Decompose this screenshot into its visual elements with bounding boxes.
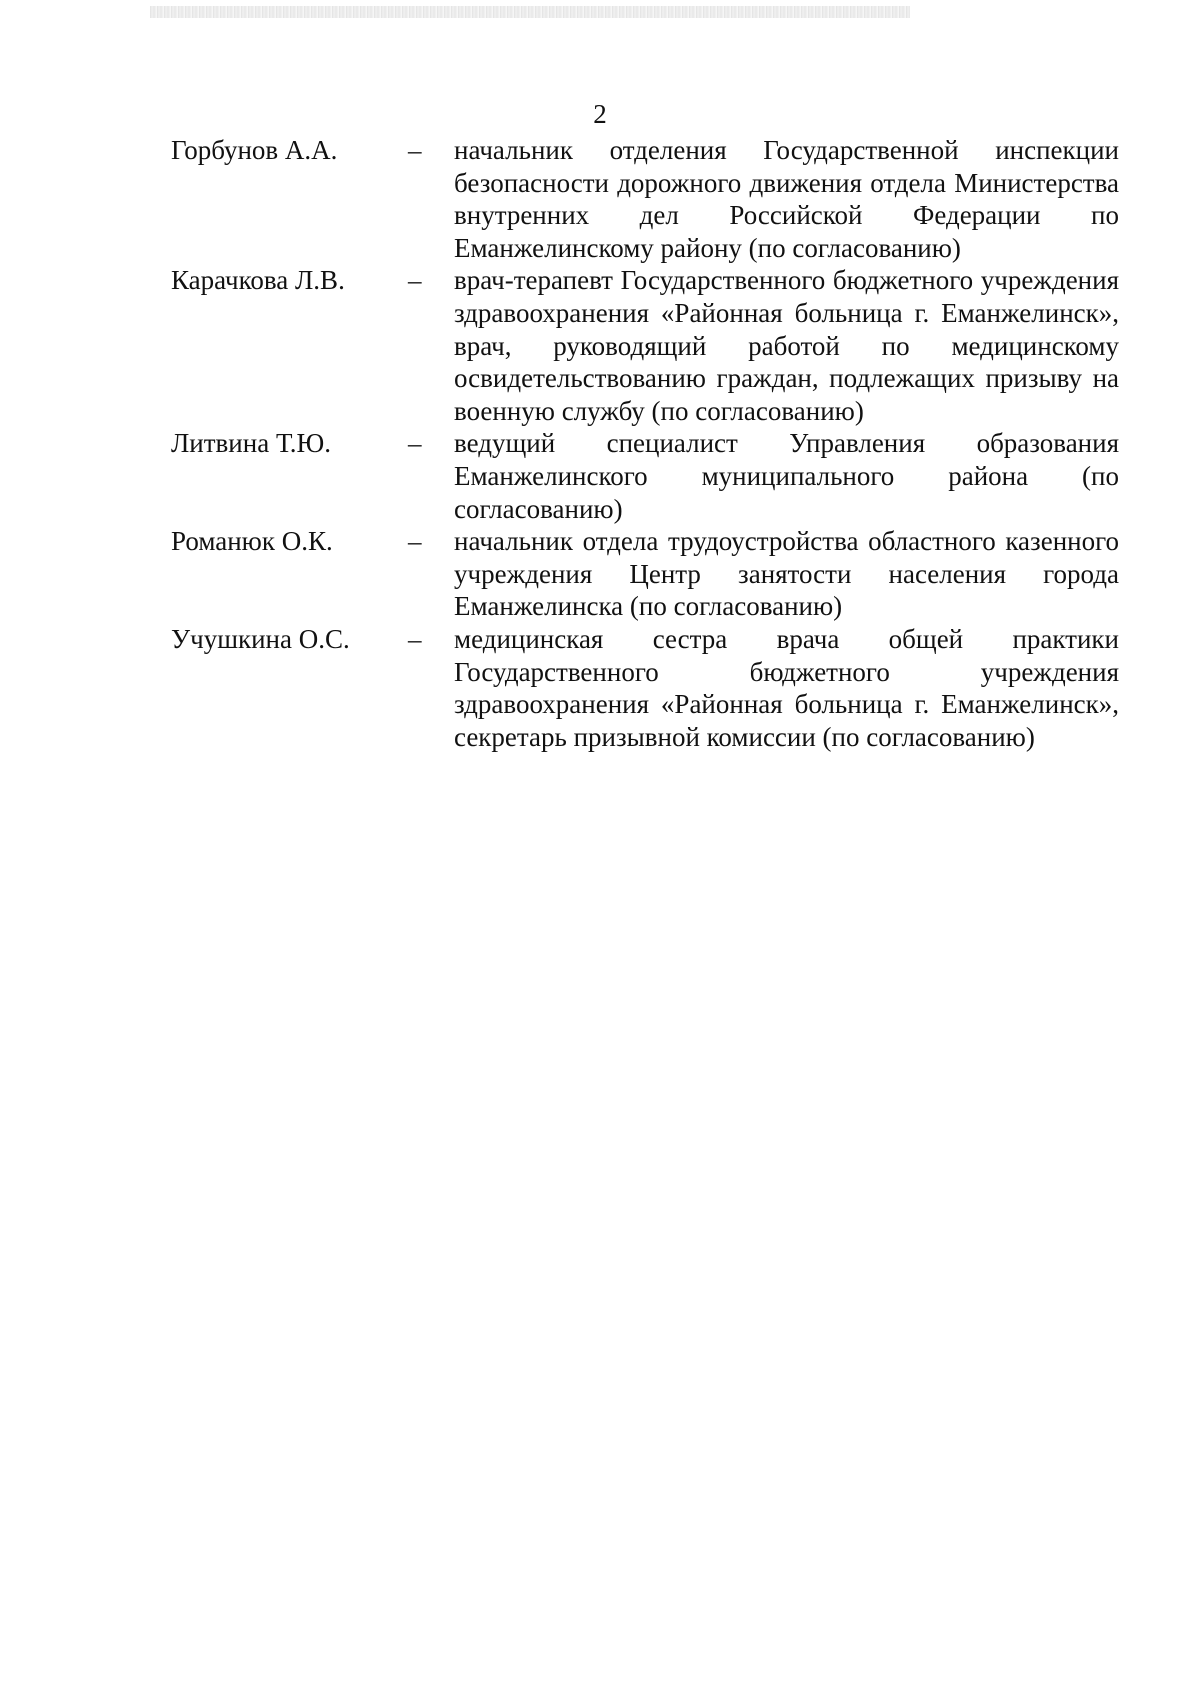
member-dash: – <box>408 526 422 557</box>
member-dash: – <box>408 265 422 296</box>
member-description: начальник отдела трудоустройства областного казенного учреждения Центр занятости населения города Еманжелинска (по согласованию) <box>454 526 1119 622</box>
member-description: медицинская сестра врача общей практики Государственного бюджетного учреждения здравоохранения «Районная больница г. Еманжелинск», секретарь призывной комиссии (по согласованию) <box>454 623 1119 752</box>
commission-members-list <box>0 134 1200 753</box>
member-name: Литвина Т.Ю. <box>171 428 331 459</box>
page-number: 2 <box>593 99 607 129</box>
member-entry <box>0 623 1200 753</box>
member-dash: – <box>408 135 422 165</box>
member-entry <box>0 264 1200 427</box>
member-dash: – <box>408 428 422 459</box>
member-entry <box>0 134 1200 264</box>
scan-artifact <box>150 6 910 18</box>
member-dash: – <box>408 623 422 654</box>
member-description: врач-терапевт Государственного бюджетного учреждения здравоохранения «Районная больница г. Еманжелинск», врач, руководящий работой по медицинскому освидетельствованию граждан, подлежащих призыву на военную службу (по согласованию) <box>454 265 1119 426</box>
member-description: начальник отделения Государственной инспекции безопасности дорожного движения отдела Министерства внутренних дел Российской Федерации по Еманжелинскому району (по согласованию) <box>454 135 1119 263</box>
member-entry <box>0 525 1200 623</box>
member-entry <box>0 427 1200 525</box>
member-name: Учушкина О.С. <box>171 623 350 654</box>
member-description: ведущий специалист Управления образования Еманжелинского муниципального района (по согласованию) <box>454 428 1119 524</box>
member-name: Горбунов А.А. <box>171 135 338 165</box>
member-name: Карачкова Л.В. <box>171 265 345 296</box>
member-name: Романюк О.К. <box>171 526 333 557</box>
